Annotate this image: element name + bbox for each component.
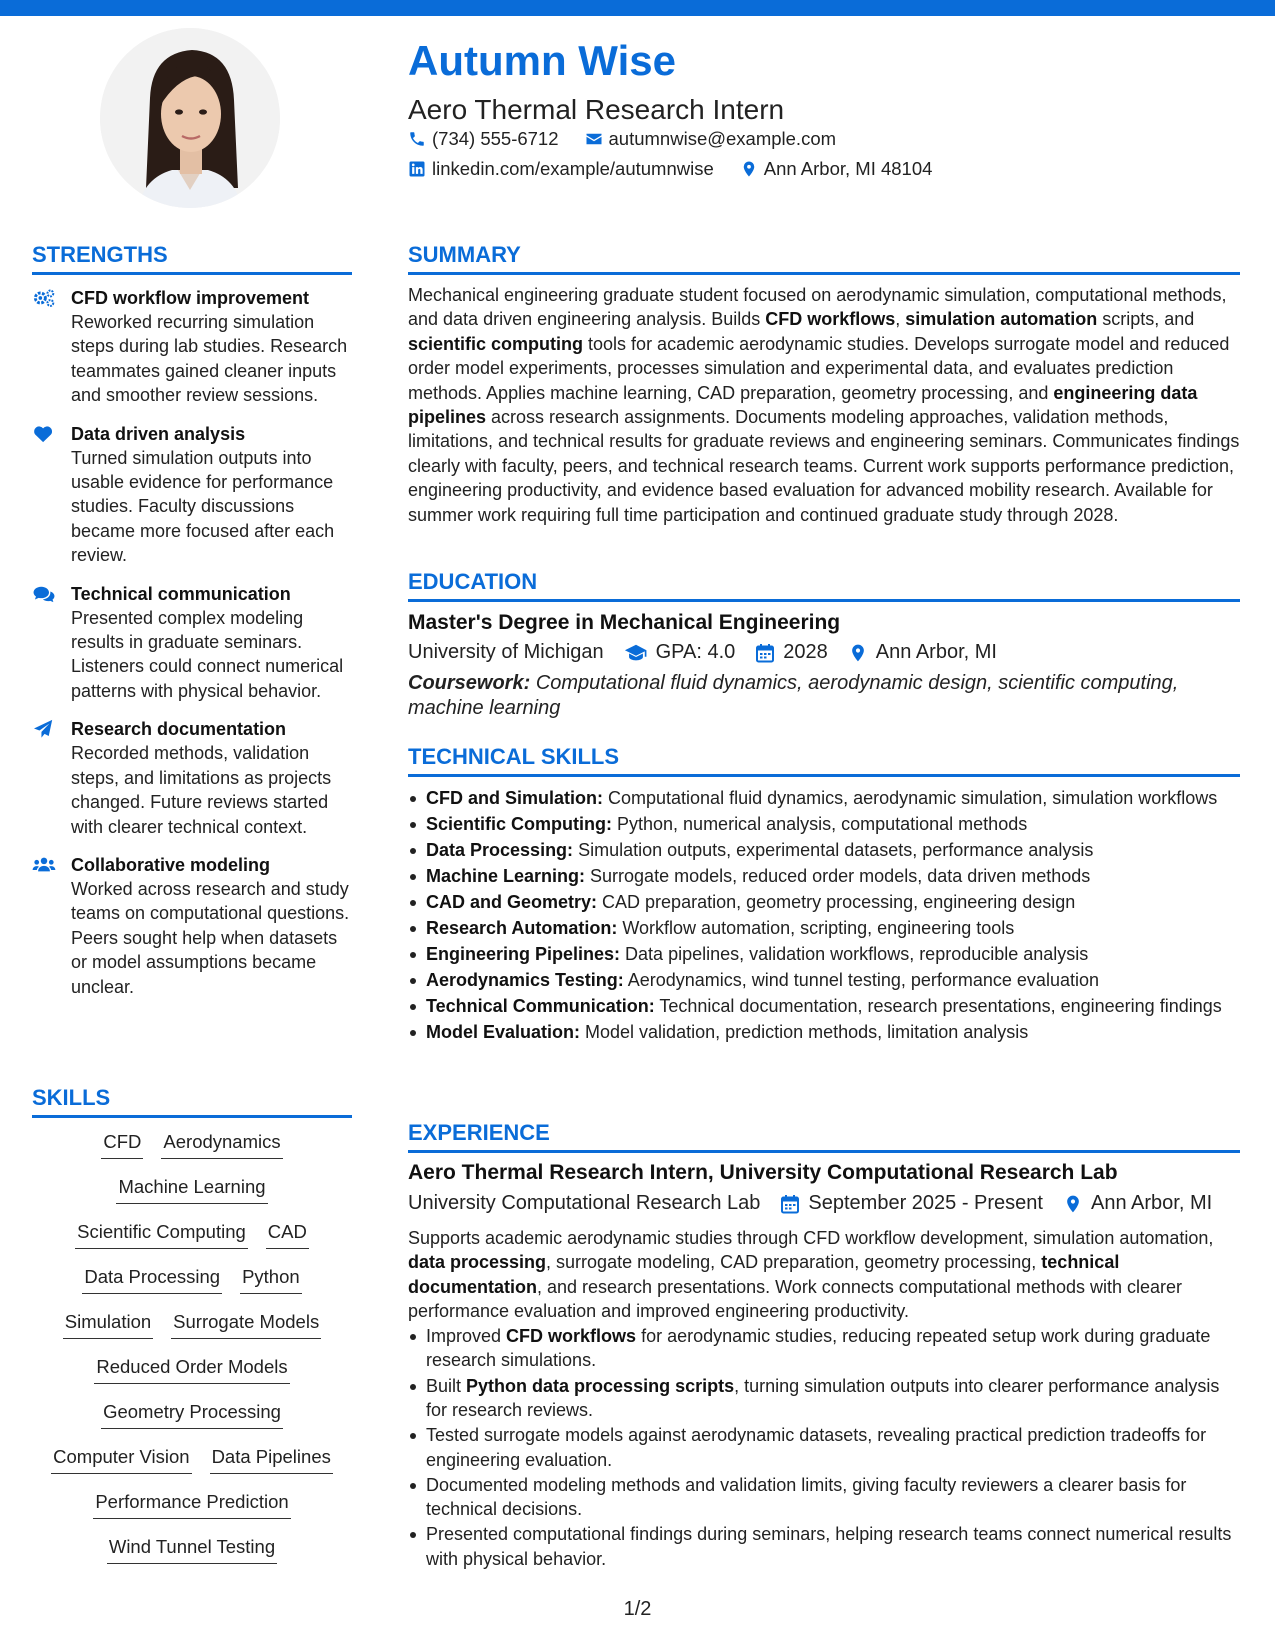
text-run: , turning simulation outputs into clearer performance analysis for research reviews.	[426, 1375, 1220, 1421]
technical-skill-label: Aerodynamics Testing:	[426, 970, 624, 990]
skill-tag: Wind Tunnel Testing	[107, 1535, 277, 1564]
bold-text: technical documentation	[408, 1252, 1120, 1297]
text-run: , surrogate modeling, CAD preparation, geometry processing,	[546, 1252, 1042, 1273]
phone-icon	[408, 130, 426, 148]
job-location: Ann Arbor, MI	[1091, 1192, 1213, 1214]
skill-tag: Simulation	[63, 1310, 153, 1339]
skill-tag: CAD	[266, 1220, 309, 1249]
degree-title: Master's Degree in Mechanical Engineering	[408, 611, 841, 634]
experience-bullet	[426, 1522, 1240, 1571]
technical-skill-text: Aerodynamics, wind tunnel testing, performance evaluation	[623, 970, 1099, 990]
bold-text: Python data processing scripts	[466, 1375, 735, 1396]
strengths-heading: STRENGTHS	[32, 242, 168, 267]
strength-desc: Recorded methods, validation steps, and limitations as projects changed. Future reviews started with clearer technical context.	[71, 743, 332, 837]
experience-bullet	[426, 1374, 1240, 1423]
bold-text: simulation automation	[905, 309, 1098, 330]
strength-item	[32, 582, 352, 704]
technical-skill-text: Python, numerical analysis, computational methods	[612, 814, 1028, 834]
strength-desc: Worked across research and study teams on computational questions. Peers sought help when datasets or model assumptions became unclear.	[71, 878, 350, 997]
text-run: for aerodynamic studies, reducing repeated setup work during graduate research simulations.	[426, 1326, 1211, 1371]
email-link[interactable]: autumnwise@example.com	[608, 128, 837, 149]
job-dates: September 2025 - Present	[808, 1192, 1043, 1214]
envelope-icon	[585, 130, 603, 148]
text-run: ,	[895, 309, 906, 330]
linkedin-link[interactable]: linkedin.com/example/autumnwise	[432, 158, 714, 179]
job-bullets	[408, 1324, 1240, 1572]
strength-desc: Presented complex modeling results in graduate seminars. Listeners could connect numerical patterns with physical behavior.	[71, 607, 344, 701]
job-summary	[408, 1226, 1240, 1324]
text-run: across research assignments. Documents modeling approaches, validation methods, limitations, and technical results for graduate reviews and engineering seminars. Communicates findings clearly with faculty, peers, and technical research teams. Current work supports performance prediction, engineering productivity, and evidence based evaluation for advanced mobility research. Available for summer work requiring full time participation and continued graduate study through 2028.	[408, 407, 1240, 525]
technical-skill-text: Computational fluid dynamics, aerodynamic simulation, simulation workflows	[603, 788, 1218, 808]
coursework	[408, 671, 1240, 720]
skills-tags	[32, 1130, 352, 1580]
strength-item	[32, 853, 352, 999]
skill-tag: Python	[240, 1265, 302, 1294]
technical-skill-item	[426, 864, 1240, 888]
candidate-role: Aero Thermal Research Intern	[408, 94, 785, 125]
experience-bullet	[426, 1423, 1240, 1472]
employer-name: University Computational Research Lab	[408, 1192, 761, 1214]
technical-skill-item	[426, 994, 1240, 1018]
skill-tag: Performance Prediction	[93, 1490, 290, 1519]
skill-tag: Scientific Computing	[75, 1220, 248, 1249]
top-accent-bar	[0, 0, 1275, 16]
linkedin-icon	[408, 160, 426, 178]
text-run: Supports academic aerodynamic studies through CFD workflow development, simulation automation,	[408, 1228, 1214, 1248]
technical-skill-item	[426, 890, 1240, 914]
bold-text: data processing	[408, 1252, 547, 1273]
technical-skills-heading: TECHNICAL SKILLS	[408, 744, 620, 769]
technical-skill-label: Data Processing:	[426, 840, 574, 860]
technical-skill-item	[426, 786, 1240, 810]
education-meta	[408, 641, 1240, 664]
summary-heading: SUMMARY	[408, 242, 521, 267]
technical-skill-text: Model validation, prediction methods, limitation analysis	[580, 1022, 1029, 1042]
strength-item	[32, 717, 352, 839]
graduation-year: 2028	[783, 641, 828, 663]
location-pin-icon	[1063, 1194, 1083, 1214]
skill-tag: CFD	[101, 1130, 143, 1159]
strength-item	[32, 422, 352, 568]
technical-skill-label: Research Automation:	[426, 918, 618, 938]
paper-plane-icon	[32, 719, 56, 739]
skills-rule	[32, 1115, 352, 1118]
skill-tag: Data Processing	[82, 1265, 222, 1294]
technical-skills-rule	[408, 774, 1240, 777]
technical-skill-text: Workflow automation, scripting, engineering tools	[617, 918, 1015, 938]
strength-title: CFD workflow improvement	[71, 288, 310, 308]
users-icon	[32, 855, 56, 875]
skill-tag: Machine Learning	[116, 1175, 267, 1204]
experience-heading: EXPERIENCE	[408, 1120, 550, 1145]
text-run: Documented modeling methods and validation limits, giving faculty reviewers a clearer basis for technical decisions.	[426, 1474, 1187, 1520]
skill-tag: Geometry Processing	[101, 1400, 283, 1429]
text-run: Improved	[426, 1326, 507, 1346]
text-run: Tested surrogate models against aerodynamic datasets, revealing practical prediction tradeoffs for engineering evaluation.	[426, 1425, 1207, 1470]
strength-title: Technical communication	[71, 583, 291, 604]
strengths-list	[32, 286, 352, 1013]
technical-skill-label: Model Evaluation:	[426, 1022, 581, 1042]
coursework-text: Computational fluid dynamics, aerodynamic design, scientific computing, machine learning	[408, 672, 1179, 719]
text-run: Mechanical engineering graduate student focused on aerodynamic simulation, computational methods, and data driven engineering analysis. Builds	[408, 285, 1227, 330]
technical-skill-text: Simulation outputs, experimental datasets, performance analysis	[573, 840, 1094, 860]
candidate-name: Autumn Wise	[408, 37, 676, 84]
job-meta	[408, 1192, 1240, 1215]
skill-tag: Aerodynamics	[161, 1130, 282, 1159]
location-text: Ann Arbor, MI 48104	[763, 158, 933, 179]
technical-skill-text: CAD preparation, geometry processing, engineering design	[597, 892, 1076, 912]
technical-skill-item	[426, 916, 1240, 940]
education-rule	[408, 599, 1240, 602]
summary-rule	[408, 272, 1240, 275]
page-number: 1/2	[623, 1598, 652, 1620]
technical-skill-label: CFD and Simulation:	[426, 788, 603, 808]
strength-title: Research documentation	[71, 719, 287, 740]
skill-tag: Surrogate Models	[171, 1310, 321, 1339]
technical-skill-label: Technical Communication:	[426, 996, 655, 1016]
technical-skill-item	[426, 968, 1240, 992]
skill-tag: Data Pipelines	[210, 1445, 333, 1474]
education-heading: EDUCATION	[408, 569, 538, 594]
skill-tag: Computer Vision	[51, 1445, 191, 1474]
strength-title: Data driven analysis	[71, 423, 246, 444]
technical-skill-item	[426, 1020, 1240, 1044]
comments-icon	[32, 584, 56, 604]
technical-skill-text: Technical documentation, research presentations, engineering findings	[654, 996, 1222, 1016]
technical-skill-item	[426, 838, 1240, 862]
bold-text: engineering data pipelines	[408, 382, 1198, 428]
graduation-cap-icon	[624, 643, 648, 663]
text-run: , and research presentations. Work connects computational methods with clearer performance evaluation and improved engineering productivity.	[408, 1276, 1182, 1322]
technical-skill-label: Scientific Computing:	[426, 814, 612, 834]
gpa-text: GPA: 4.0	[655, 641, 736, 663]
text-run: Built	[426, 1375, 467, 1396]
technical-skills-items	[408, 786, 1240, 1044]
strength-item	[32, 286, 352, 408]
calendar-icon	[780, 1194, 800, 1214]
strength-title: Collaborative modeling	[71, 854, 271, 875]
bold-text: scientific computing	[408, 333, 584, 354]
coursework-label: Coursework:	[408, 672, 531, 694]
technical-skill-item	[426, 812, 1240, 836]
bold-text: CFD workflows	[765, 309, 896, 330]
technical-skill-text: Surrogate models, reduced order models, data driven methods	[585, 866, 1091, 886]
strength-desc: Turned simulation outputs into usable evidence for performance studies. Faculty discussions became more focused after each review.	[71, 447, 335, 566]
phone-text[interactable]: (734) 555-6712	[432, 128, 559, 149]
technical-skill-item	[426, 942, 1240, 966]
experience-bullet-items	[408, 1324, 1240, 1571]
school-name: University of Michigan	[408, 641, 604, 663]
text-run: tools for academic aerodynamic studies. Develops surrogate model and reduced order model experiments, processes simulation and experimental data, and evaluates prediction methods. Applies machine learning, CAD preparation, geometry processing, and	[408, 333, 1230, 403]
bold-text: CFD workflows	[506, 1326, 637, 1346]
skill-tag: Reduced Order Models	[94, 1355, 289, 1384]
location-pin-icon	[848, 643, 868, 663]
skills-heading: SKILLS	[32, 1085, 111, 1110]
technical-skill-text: Data pipelines, validation workflows, reproducible analysis	[620, 944, 1089, 964]
text-run: Presented computational findings during seminars, helping research teams connect numerical results with physical behavior.	[426, 1524, 1232, 1569]
text-run: scripts, and	[1097, 309, 1195, 330]
job-title: Aero Thermal Research Intern, University Computational Research Lab	[408, 1161, 1118, 1184]
experience-bullet	[426, 1324, 1240, 1373]
gears-icon	[32, 288, 56, 308]
technical-skill-label: CAD and Geometry:	[426, 892, 598, 912]
experience-rule	[408, 1150, 1240, 1153]
strength-desc: Reworked recurring simulation steps during lab studies. Research teammates gained cleaner inputs and smoother review sessions.	[71, 312, 348, 406]
contact-line-1	[408, 128, 836, 150]
contact-line-2	[408, 158, 932, 180]
strengths-rule	[32, 272, 352, 275]
technical-skill-label: Engineering Pipelines:	[426, 944, 621, 964]
calendar-icon	[755, 643, 775, 663]
experience-bullet	[426, 1473, 1240, 1522]
profile-photo	[100, 28, 280, 208]
school-location: Ann Arbor, MI	[875, 641, 997, 663]
technical-skill-label: Machine Learning:	[426, 866, 586, 886]
heart-icon	[32, 424, 56, 444]
summary-text	[408, 283, 1240, 527]
technical-skills-list	[408, 786, 1240, 1046]
location-pin-icon	[740, 160, 758, 178]
